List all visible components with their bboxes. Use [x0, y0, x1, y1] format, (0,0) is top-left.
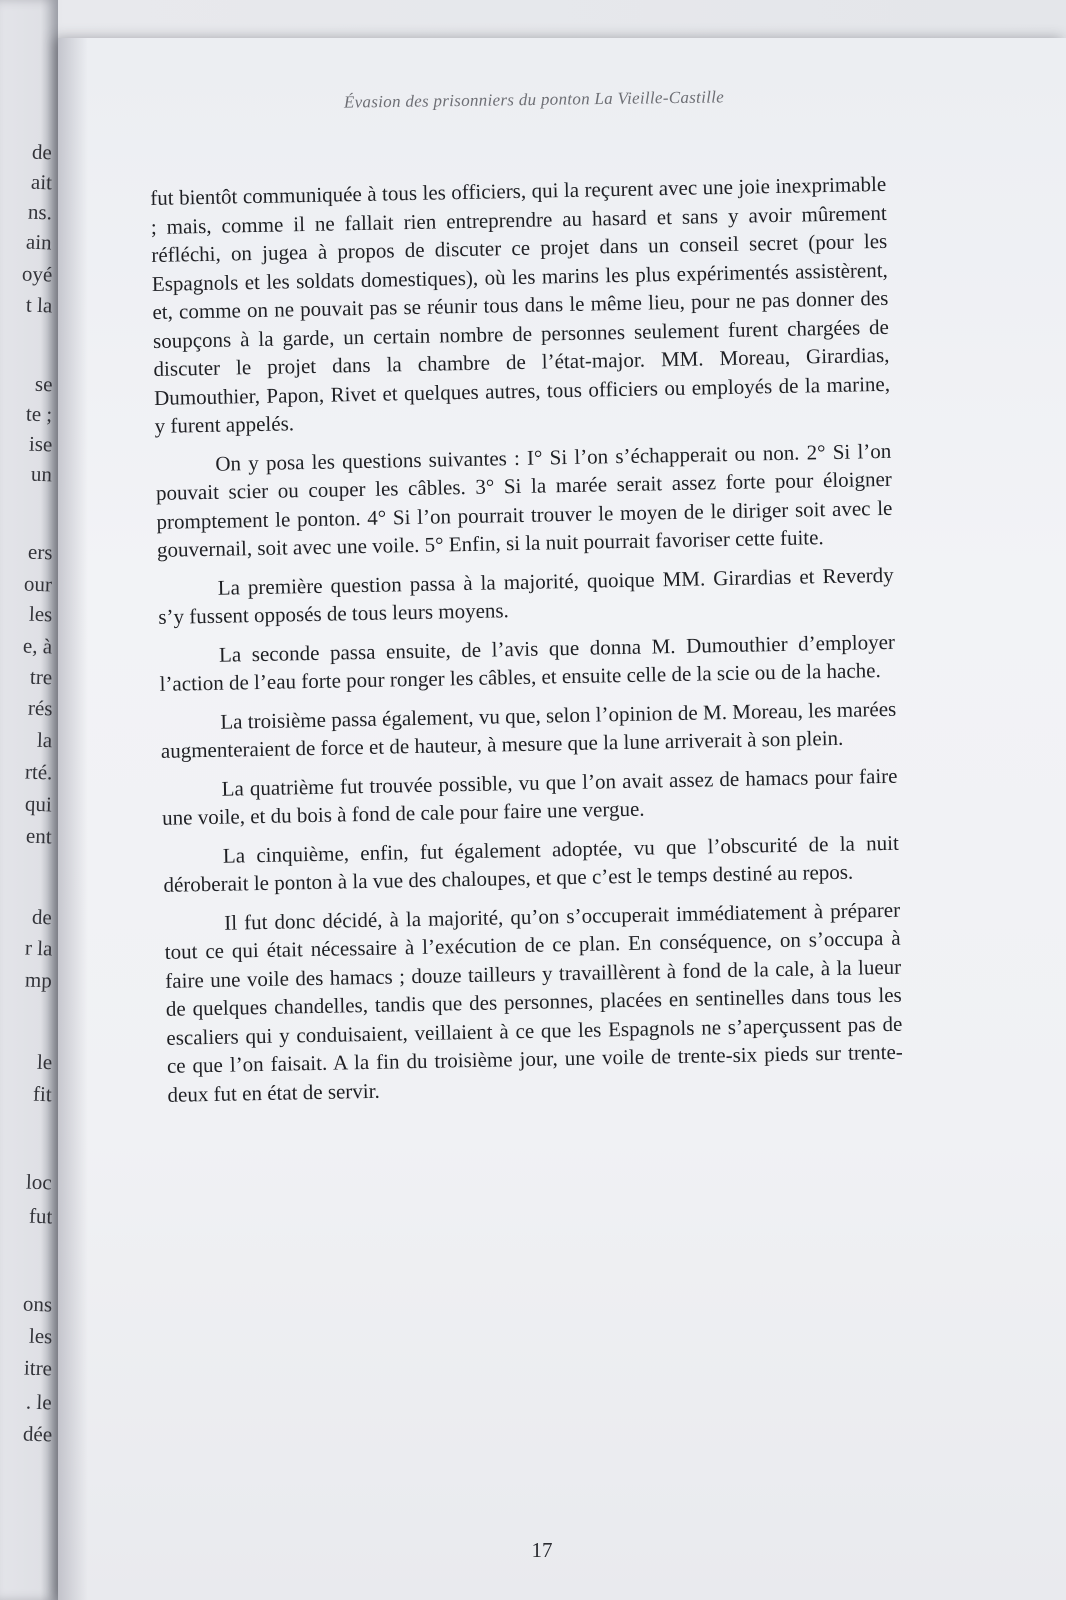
left-page-fragment: ers: [27, 539, 53, 565]
paragraph: La troisième passa également, vu que, selon l’opinion de M. Moreau, les marées augmenteraient de force et de hauteur, à mesure que la lune arriverait à son plein.: [160, 696, 897, 763]
paragraph: Il fut donc décidé, à la majorité, qu’on s’occuperait immédiatement à préparer tout ce qui était nécessaire à l’exécution de ce plan. En conséquence, on s’occupa à faire une voile des hamacs ; douze tailleurs y travaillèrent à fond de la cale, à la lueur de quelques chandelles, tandis que des personnes, placées en sentinelles dans tous les escaliers qui y conduisaient, veillaient à ce que les Espagnols ne s’aperçussent pas de ce que l’on faisait. A la fin du troisième jour, une voile de trente-six pieds sur trente-deux fut en état de servir.: [164, 897, 904, 1107]
left-page-fragment: loc: [25, 1169, 53, 1195]
left-page-fragment: te ;: [25, 401, 53, 427]
left-page-fragment: ise: [28, 431, 53, 457]
paragraph: La cinquième, enfin, fut également adoptée, vu que l’obscurité de la nuit déroberait le ponton à la vue des chaloupes, et que c’est le temps destiné au repos.: [163, 830, 900, 897]
left-page-fragment: fit: [32, 1081, 53, 1107]
left-page-fragment: les: [28, 601, 53, 627]
left-page-fragment: ait: [30, 169, 53, 195]
body-text: [150, 170, 904, 1119]
left-page-fragment: . le: [25, 1389, 53, 1415]
left-page-edge: [0, 0, 58, 1600]
left-page-fragment: fut: [28, 1203, 53, 1229]
paragraph: fut bientôt communiquée à tous les officiers, qui la reçurent avec une joie inexprimable ; mais, comme il ne fallait rien entreprendre au hasard et sans y avoir mûrement réfléchi, on jugea à propos de discuter ce projet dans un conseil secret (pour les Espagnols et les soldats domestiques), où les marins les plus expérimentés assistèrent, et, comme on ne pouvait pas se réunir tous dans le même lieu, pour ne pas donner des soupçons à la garde, un certain nombre de personnes seulement furent chargées de discuter le projet dans la chambre de l’état-major. MM. Moreau, Girardias, Dumouthier, Papon, Rivet et quelques autres, tous officiers ou employés de la marine, y furent appelés.: [150, 171, 891, 438]
left-page-fragment: qui: [24, 791, 53, 817]
running-head: Évasion des prisonniers du ponton La Vieille-Castille: [343, 87, 725, 112]
left-page-fragment: dée: [22, 1421, 53, 1447]
left-page-fragment: rté.: [24, 759, 53, 785]
left-page-fragment: le: [36, 1049, 53, 1075]
left-page-fragment: r la: [24, 935, 53, 961]
left-page-fragment: un: [30, 461, 53, 487]
left-page-fragment: our: [23, 571, 53, 597]
paragraph: On y posa les questions suivantes : I° Si l’on s’échapperait ou non. 2° Si l’on pouvait scier ou couper les câbles. 3° Si la marée serait assez forte pour éloigner promptement le ponton. 4° Si l’on pourrait trouver le moyen de le diriger soit avec le gouvernail, soit avec une voile. 5° Enfin, si la nuit pourrait favoriser cette fuite.: [155, 438, 893, 562]
left-page-fragment: les: [28, 1323, 53, 1349]
left-page-fragment: rés: [27, 695, 53, 721]
left-page-fragment: se: [34, 371, 53, 397]
left-page-fragment: tre: [29, 664, 53, 690]
left-page-fragment: t la: [25, 292, 53, 318]
paragraph: La seconde passa ensuite, de l’avis que donna M. Dumouthier d’employer l’action de l’eau forte pour ronger les câbles, et ensuite celle de la scie ou de la hache.: [159, 629, 896, 696]
left-page-fragment: ons: [22, 1291, 53, 1317]
left-page-fragment: itre: [23, 1355, 53, 1381]
left-page-fragment: de: [31, 139, 53, 165]
left-page-fragment: mp: [24, 967, 53, 993]
left-page-fragment: ns.: [27, 199, 53, 225]
left-page-fragment: ent: [25, 823, 53, 849]
book-page: [58, 38, 1066, 1600]
left-page-fragment: de: [31, 904, 53, 930]
left-page-fragment: oyé: [21, 261, 53, 287]
paragraph: La première question passa à la majorité, quoique MM. Girardias et Reverdy s’y fussent opposés de tous leurs moyens.: [158, 562, 894, 629]
page-number: 17: [531, 1538, 553, 1562]
left-page-fragment: e, à: [22, 633, 53, 659]
left-page-fragment: la: [36, 727, 53, 753]
left-page-fragment: ain: [25, 229, 53, 255]
paragraph: La quatrième fut trouvée possible, vu que l’on avait assez de hamacs pour faire une voile, et du bois à fond de cale pour faire une vergue.: [161, 763, 898, 830]
